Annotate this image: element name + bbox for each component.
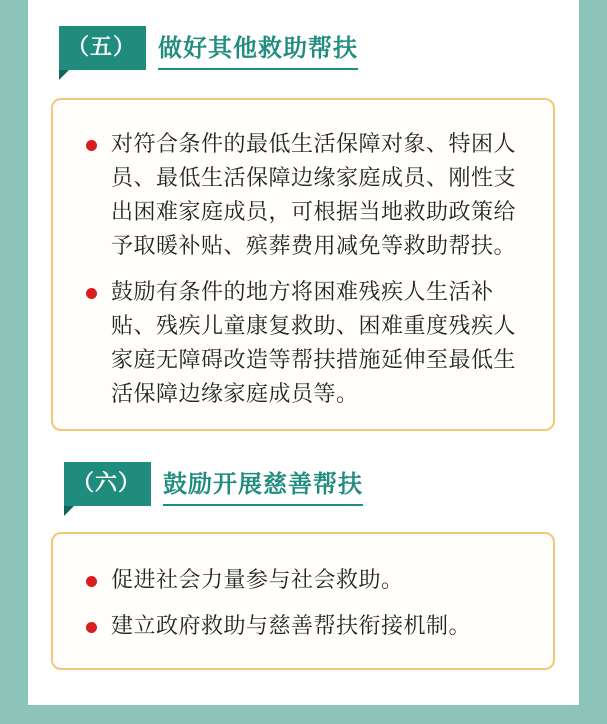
content-panel <box>28 0 579 705</box>
list-item <box>81 128 531 264</box>
list-item-text: 促进社会力量参与社会救助。 <box>111 568 404 593</box>
list-item <box>81 564 531 598</box>
list-item <box>81 610 531 644</box>
bullet-icon <box>86 622 97 633</box>
section-6-card <box>51 532 555 670</box>
section-6-badge: （六） <box>64 462 151 506</box>
bullet-icon <box>86 140 97 151</box>
section-5-heading <box>59 26 358 70</box>
list-item-text: 建立政府救助与慈善帮扶衔接机制。 <box>111 614 472 639</box>
section-5-badge: （五） <box>59 26 146 70</box>
bullet-icon <box>86 576 97 587</box>
section-5-card <box>51 98 555 431</box>
section-6-title: 鼓励开展慈善帮扶 <box>163 467 363 506</box>
list-item <box>81 276 531 412</box>
list-item-text: 对符合条件的最低生活保障对象、特困人员、最低生活保障边缘家庭成员、刚性支出困难家庭成员，可根据当地救助政策给予取暖补贴、殡葬费用减免等救助帮扶。 <box>111 132 517 259</box>
list-item-text: 鼓励有条件的地方将困难残疾人生活补贴、残疾儿童康复救助、困难重度残疾人家庭无障碍改造等帮扶措施延伸至最低生活保障边缘家庭成员等。 <box>111 280 517 407</box>
section-5-title: 做好其他救助帮扶 <box>158 31 358 70</box>
section-6-heading <box>64 462 363 506</box>
bullet-icon <box>86 288 97 299</box>
